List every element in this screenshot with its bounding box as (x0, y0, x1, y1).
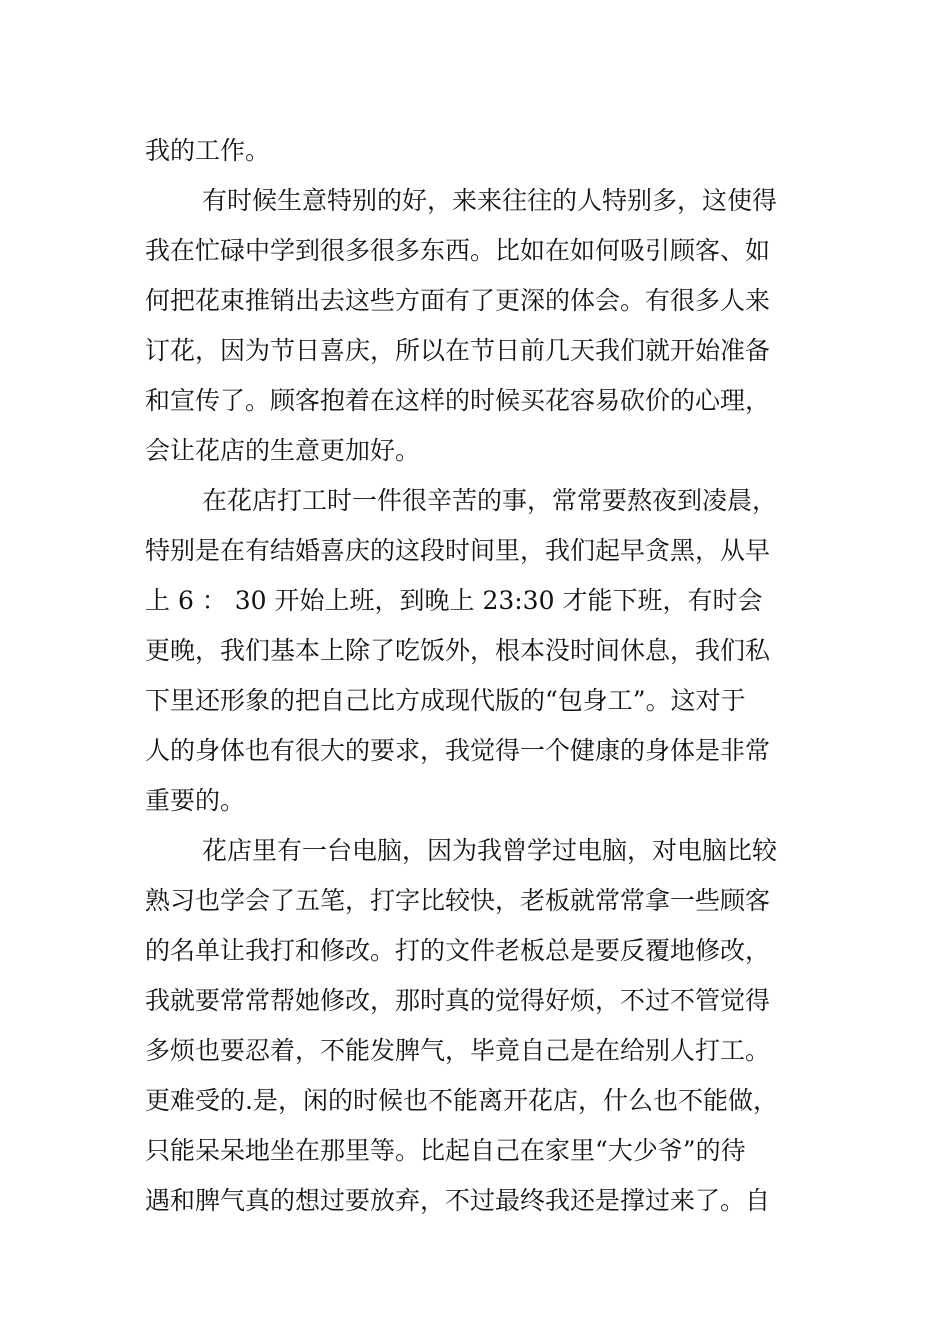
text-line: 我的工作。 (145, 136, 271, 165)
text-line: 特别是在有结婚喜庆的这段时间里，我们起早贪黑，从早 (145, 536, 771, 565)
text-line: 我就要常常帮她修改，那时真的觉得好烦，不过不管觉得 (145, 986, 771, 1015)
text-line: 的名单让我打和修改。打的文件老板总是要反覆地修改， (145, 936, 771, 965)
paragraph-start-line: 花店里有一台电脑，因为我曾学过电脑，对电脑比较 (202, 836, 778, 865)
text-line: 更难受的.是，闲的时候也不能离开花店，什么也不能做， (145, 1086, 778, 1115)
text-line: 和宣传了。顾客抱着在这样的时候买花容易砍价的心理， (145, 386, 771, 415)
text-line: 人的身体也有很大的要求，我觉得一个健康的身体是非常 (145, 736, 771, 765)
text-line: 下里还形象的把自己比方成现代版的“包身工”。这对于 (145, 686, 746, 715)
text-line: 熟习也学会了五笔，打字比较快，老板就常常拿一些顾客 (145, 886, 771, 915)
text-line: 会让花店的生意更加好。 (145, 436, 421, 465)
paragraph-start-line: 有时候生意特别的好，来来往往的人特别多，这使得 (202, 186, 778, 215)
text-line: 多烦也要忍着，不能发脾气，毕竟自己是在给别人打工。 (145, 1036, 771, 1065)
text-line: 何把花束推销出去这些方面有了更深的体会。有很多人来 (145, 286, 771, 315)
text-line: 重要的。 (145, 786, 246, 815)
paragraph-start-line: 在花店打工时一件很辛苦的事，常常要熬夜到凌晨， (202, 486, 778, 515)
text-line: 遇和脾气真的想过要放弃，不过最终我还是撑过来了。自 (145, 1186, 771, 1215)
text-line: 订花，因为节日喜庆，所以在节日前几天我们就开始准备 (145, 336, 771, 365)
text-line: 上 6 ： 30 开始上班，到晚上 23:30 才能下班，有时会 (145, 586, 763, 615)
text-line: 只能呆呆地坐在那里等。比起自己在家里“大少爷”的待 (145, 1136, 746, 1165)
body-text (145, 126, 810, 1226)
text-line: 我在忙碌中学到很多很多东西。比如在如何吸引顾客、如 (145, 236, 771, 265)
text-line: 更晚，我们基本上除了吃饭外，根本没时间休息，我们私 (145, 636, 771, 665)
